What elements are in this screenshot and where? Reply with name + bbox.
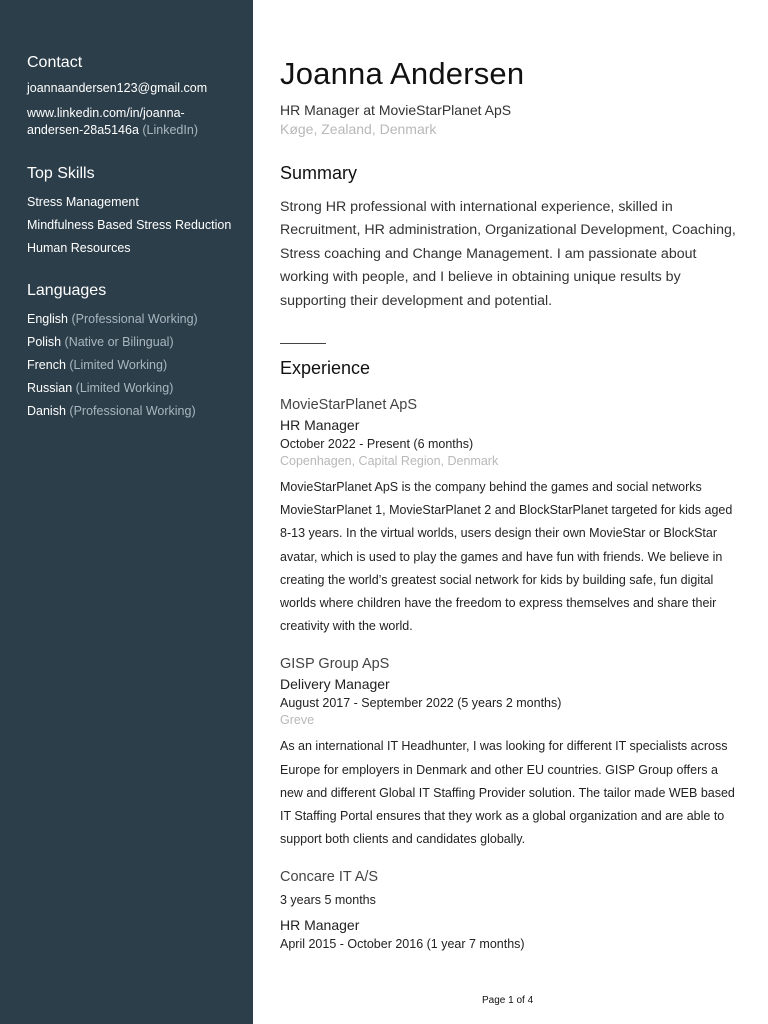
- languages-heading: Languages: [27, 282, 107, 299]
- language-item: [27, 377, 253, 400]
- summary-heading: Summary: [280, 163, 358, 183]
- language-level: (Professional Working): [71, 312, 198, 326]
- linkedin-url-line2: andersen-28a5146a: [27, 123, 139, 137]
- language-item: [27, 400, 253, 423]
- languages-section: [27, 282, 253, 423]
- language-level: (Native or Bilingual): [64, 335, 174, 349]
- language-item: [27, 331, 253, 354]
- linkedin-url-line1: www.linkedin.com/in/joanna-: [27, 106, 185, 120]
- job-description: MovieStarPlanet ApS is the company behind the games and social networks MovieStarPlanet 1, MovieStarPlanet 2 and BlockStarPlanet targeted for kids aged 8-13 years. In the virtual worlds, users design their own MovieStar or BlockStar avatar, which is used to play the games and have fun with friends. We believe in creating the world’s greatest social network for kids by building safe, fun digital worlds where children have the freedom to express themselves and share their creativity with the world.: [280, 480, 733, 634]
- experience-item: [280, 397, 740, 638]
- job-location: Greve: [280, 713, 315, 728]
- job-dates: August 2017 - September 2022 (5 years 2 months): [280, 696, 562, 711]
- language-name: Russian: [27, 381, 73, 395]
- company-duration: 3 years 5 months: [280, 893, 376, 908]
- language-name: Danish: [27, 404, 66, 418]
- job-dates: October 2022 - Present (6 months): [280, 437, 474, 452]
- language-name: English: [27, 312, 68, 326]
- summary-text: Strong HR professional with international experience, skilled in Recruitment, HR administration, Organizational Development, Coaching, Stress coaching and Change Management. I am passionate about working with people, and I believe in obtaining unique results by supporting their development and potential.: [280, 199, 736, 309]
- experience-item: [280, 656, 740, 851]
- company-name: GISP Group ApS: [280, 656, 390, 673]
- linkedin-suffix: (LinkedIn): [142, 123, 198, 137]
- language-item: [27, 308, 253, 331]
- job-location: Copenhagen, Capital Region, Denmark: [280, 454, 499, 469]
- job-role: HR Manager: [280, 417, 360, 434]
- contact-section: [27, 54, 253, 139]
- sidebar: [0, 0, 253, 1024]
- profile-location: Køge, Zealand, Denmark: [280, 121, 437, 137]
- skill-item: Mindfulness Based Stress Reduction: [27, 218, 232, 232]
- language-level: (Limited Working): [75, 381, 174, 395]
- skills-section: [27, 165, 253, 260]
- linkedin-link[interactable]: [27, 105, 253, 139]
- language-name: Polish: [27, 335, 62, 349]
- company-name: MovieStarPlanet ApS: [280, 397, 418, 414]
- language-name: French: [27, 358, 66, 372]
- job-role: Delivery Manager: [280, 676, 390, 693]
- language-level: (Professional Working): [69, 404, 196, 418]
- main-content: [280, 0, 740, 951]
- contact-heading: Contact: [27, 54, 83, 71]
- section-divider: [280, 343, 326, 344]
- company-name: Concare IT A/S: [280, 869, 379, 886]
- profile-headline: HR Manager at MovieStarPlanet ApS: [280, 102, 512, 118]
- skills-heading: Top Skills: [27, 165, 95, 182]
- email-link[interactable]: joannaandersen123@gmail.com: [27, 81, 208, 95]
- experience-heading: Experience: [280, 358, 371, 379]
- skill-item: Human Resources: [27, 241, 131, 255]
- job-role: HR Manager: [280, 917, 360, 934]
- language-item: [27, 354, 253, 377]
- skill-item: Stress Management: [27, 195, 139, 209]
- profile-name: Joanna Andersen: [280, 56, 525, 91]
- page-number: Page 1 of 4: [482, 995, 534, 1006]
- job-description: As an international IT Headhunter, I was looking for different IT specialists across Europe for employers in Denmark and other EU countries. GISP Group offers a new and different Global IT Staffing Provider solution. The tailor made WEB based IT Staffing Portal ensures that they work as a global organization and are able to support both clients and candidates globally.: [280, 739, 735, 847]
- language-level: (Limited Working): [69, 358, 168, 372]
- experience-item: [280, 869, 740, 951]
- job-dates: April 2015 - October 2016 (1 year 7 months): [280, 937, 525, 952]
